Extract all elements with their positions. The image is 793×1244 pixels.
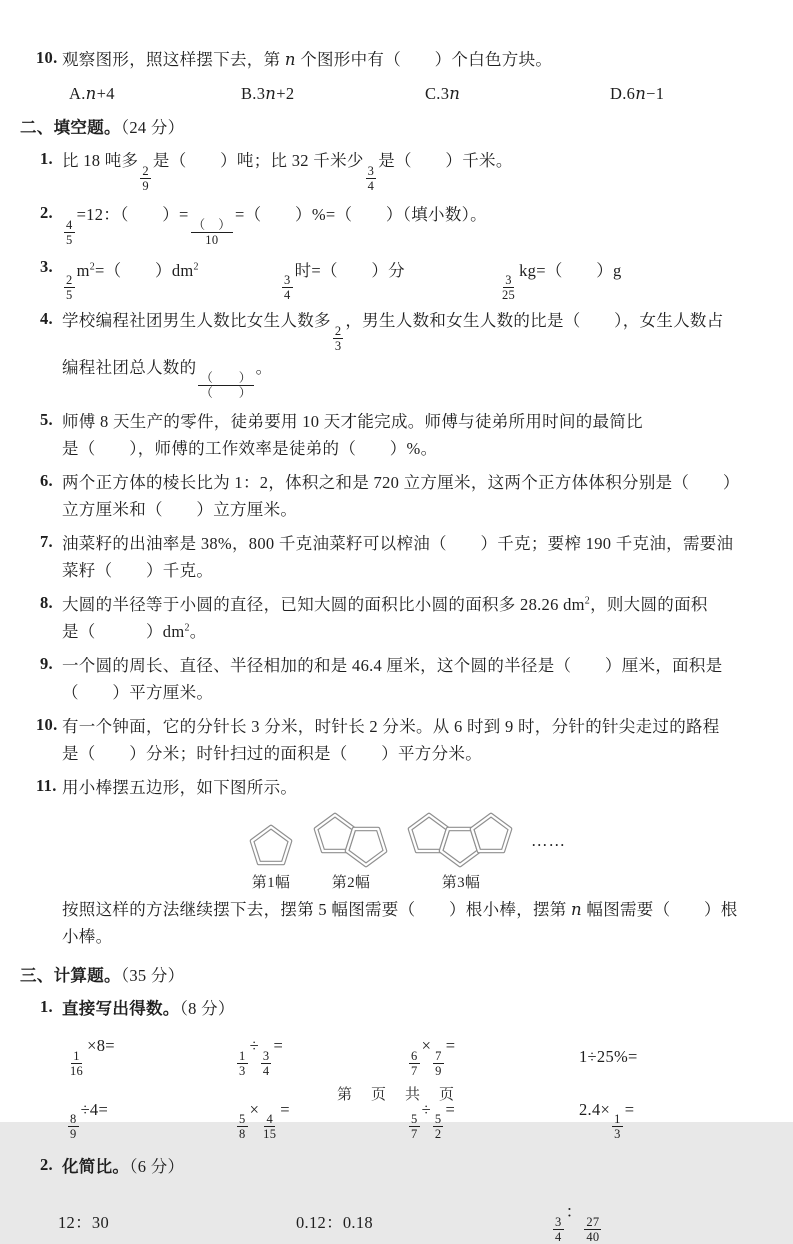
option-b: B.3n+2 — [241, 84, 295, 103]
ratio-item-2: 0.12：0.18 — [296, 1213, 373, 1233]
question-number: 10. — [36, 714, 58, 734]
calc-subsection-2 — [40, 1155, 767, 1182]
question-text-line-2: （ ）平方厘米。 — [62, 682, 214, 702]
section-3-title — [20, 964, 767, 988]
calc-subsection-1 — [40, 997, 767, 1024]
question-text-line-1: 一个圆的周长、直径、半径相加的和是 46.4 厘米，这个圆的半径是（ ）厘米，面积是 — [62, 655, 723, 675]
question-text-line-1: 有一个钟面，它的分针长 3 分米，时针长 2 分米。从 6 时到 9 时，分针的针尖走过的路程 — [62, 716, 720, 736]
fill-question-9 — [40, 654, 767, 708]
fill-question-2 — [40, 203, 767, 250]
simplify-ratio-grid — [58, 1198, 767, 1244]
subsection-label: 直接写出得数。 — [62, 998, 180, 1018]
question-text-line-1: 大圆的半径等于小圆的直径，已知大圆的面积比小圆的面积多 28.26 $dm^2$，则大圆的面积 — [62, 594, 708, 614]
question-number: 3. — [40, 256, 53, 276]
question-text-line-2: 立方厘米和（ ）立方厘米。 — [62, 499, 298, 519]
subsection-score: （6 分） — [129, 1157, 185, 1177]
question-text: 观察图形，照这样摆下去，第 n 个图形中有（ ）个白色方块。 — [62, 50, 553, 69]
question-text-line-1: 按照这样的方法继续摆下去，摆第 5 幅图需要（ ）根小棒，摆第 n 幅图需要（ ）根 — [62, 899, 738, 919]
section-2-title — [20, 116, 767, 140]
fill-question-1 — [40, 149, 767, 196]
question-text: 用小棒摆五边形，如下图所示。 — [62, 777, 298, 797]
question-number: 2. — [40, 202, 53, 222]
ratio-item-3: $\frac{3}{4}$ ： $\frac{27}{40}$ — [555, 1202, 600, 1244]
pentagon-figures — [245, 809, 767, 892]
figure-3-caption: 第3幅 — [441, 874, 481, 891]
pentagon-figure-1-drawing — [245, 823, 297, 869]
figure-1-caption: 第1幅 — [251, 874, 291, 891]
page-footer: 第 页 共 页 — [336, 1087, 456, 1103]
question-text: $\frac{4}{5}$ =12：（ ）= $\frac{( )}{10}$ =（ ）%=（ ）（填小数）。 — [66, 204, 487, 247]
pentagon-figure-2-drawing — [311, 809, 391, 869]
option-a: A.n+4 — [69, 84, 115, 103]
figure-1 — [245, 823, 297, 892]
question-text-line-2: 菜籽（ ）千克。 — [62, 560, 214, 580]
figure-3 — [405, 809, 517, 892]
option-c: C.3n — [425, 84, 461, 103]
question-text-line-1: 师傅 8 天生产的零件，徒弟要用 10 天才能完成。师傅与徒弟所用时间的最简比 — [62, 411, 643, 431]
subsection-label: 化简比。 — [62, 1157, 130, 1177]
question-text-line-2: 是（ ）$dm^2$。 — [62, 621, 207, 641]
section-2-title-text: 二、填空题。 — [20, 118, 121, 137]
figure-2 — [311, 809, 391, 892]
question-text-line-2: 编程社团总人数的 $\frac{( )}{( )}$ 。 — [62, 358, 273, 400]
question-text-line-1: 油菜籽的出油率是 38%，800 千克油菜籽可以榨油（ ）千克；要榨 190 千克油，需要油 — [62, 533, 734, 553]
fill-question-10 — [36, 715, 767, 769]
question-number: 8. — [40, 592, 53, 612]
calc-item-5: $\frac{8}{9}$ ÷4= — [70, 1099, 109, 1142]
question-number: 9. — [40, 653, 53, 673]
fill-question-11 — [36, 776, 767, 803]
calc-item-4: 1÷25%= — [579, 1046, 638, 1066]
calc-item-7: $\frac{5}{7}$ ÷ $\frac{5}{2}$ = — [411, 1099, 456, 1142]
question-text-line-2: 是（ ），师傅的工作效率是徒弟的（ ）%。 — [62, 438, 438, 458]
subsection-number: 1. — [40, 996, 53, 1016]
calc-item-3: $\frac{6}{7}$ × $\frac{7}{9}$ = — [411, 1035, 456, 1078]
ratio-item-1: 12：30 — [58, 1213, 109, 1233]
fill-question-7 — [40, 532, 767, 586]
calc-item-8: 2.4× $\frac{1}{3}$ = — [579, 1099, 635, 1142]
calc-item-2: $\frac{1}{3}$ ÷ $\frac{3}{4}$ = — [239, 1035, 284, 1078]
fill-question-6 — [40, 471, 767, 525]
choice-question-10-options — [69, 82, 767, 106]
unit-conversion-2: $\frac{3}{4}$ 时=（ ）分 — [284, 260, 405, 303]
choice-question-10 — [36, 48, 767, 75]
fill-question-5 — [40, 410, 767, 464]
fill-question-11-continued — [62, 898, 767, 952]
calc-item-6: $\frac{5}{8}$ × $\frac{4}{15}$ = — [239, 1099, 290, 1142]
subsection-number: 2. — [40, 1155, 53, 1175]
question-number: 1. — [40, 149, 53, 168]
question-text: 比 18 吨多 $\frac{2}{9}$ 是（ ）吨；比 32 千米少 $\frac{3}{4}$ 是（ ）千米。 — [62, 151, 513, 193]
pentagon-figure-3-drawing — [405, 809, 517, 869]
section-3-title-text: 三、计算题。 — [20, 965, 121, 985]
question-number: 7. — [40, 531, 53, 551]
section-3-score: （35 分） — [120, 965, 185, 985]
fill-question-4 — [40, 309, 767, 403]
question-text-line-1: 学校编程社团男生人数比女生人数多 $\frac{2}{3}$ ，男生人数和女生人数的比是（ ），女生人数占 — [62, 311, 724, 353]
option-d: D.6n−1 — [610, 84, 665, 103]
question-text-line-2: 小棒。 — [62, 926, 113, 946]
fill-question-3 — [40, 257, 767, 303]
question-text-line-2: 是（ ）分米；时针扫过的面积是（ ）平方分米。 — [62, 743, 482, 763]
unit-conversion-1: $\frac{2}{5}$ $m^2=$（ ）$dm^2$ — [66, 260, 199, 303]
question-number: 5. — [40, 409, 53, 429]
subsection-score: （8 分） — [179, 998, 235, 1018]
unit-conversion-3: $\frac{3}{25}$ kg=（ ）g — [502, 260, 622, 303]
calc-item-1: $\frac{1}{16}$ ×8= — [70, 1035, 115, 1078]
question-text-line-1: 两个正方体的棱长比为 1：2，体积之和是 720 立方厘米，这两个正方体体积分别是（ ） — [62, 472, 740, 492]
question-number: 6. — [40, 470, 53, 490]
question-number: 11. — [36, 775, 57, 795]
fill-question-8 — [40, 593, 767, 647]
question-number: 10. — [36, 48, 58, 67]
section-2-score: （24 分） — [120, 118, 185, 137]
figure-2-caption: 第2幅 — [331, 874, 371, 891]
question-number: 4. — [40, 309, 53, 329]
ellipsis-dots: …… — [531, 831, 566, 851]
